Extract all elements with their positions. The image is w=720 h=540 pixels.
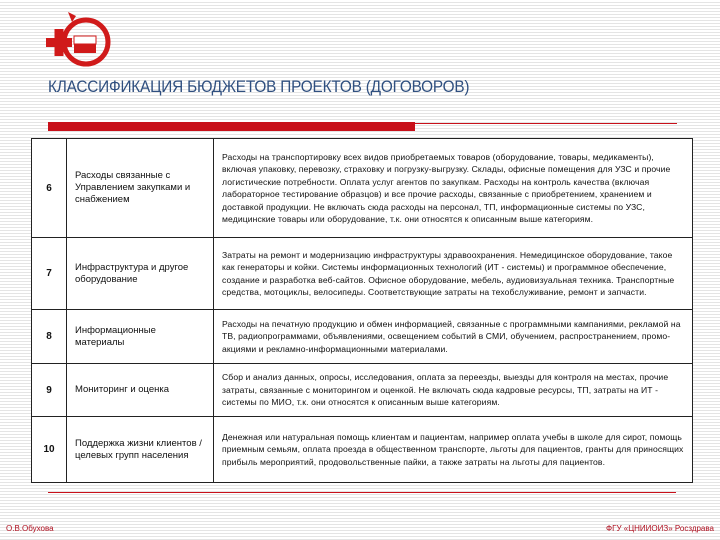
page-title: КЛАССИФИКАЦИЯ БЮДЖЕТОВ ПРОЕКТОВ (ДОГОВОРОВ) (48, 78, 470, 96)
row-category: Мониторинг и оценка (67, 364, 214, 417)
table-row (32, 364, 693, 417)
title-underline-line (415, 123, 677, 124)
row-number: 6 (32, 139, 67, 238)
row-description: Расходы на печатную продукцию и обмен информацией, связанные с программными кампаниями, рекламой на ТВ, радиопрограммами, объявлениями, освещением событий в СМИ, обучением, распространением, промо-акциями и рекламно-информационными материалами. (214, 310, 693, 364)
row-category: Поддержка жизни клиентов / целевых групп населения (67, 417, 214, 483)
table-row (32, 417, 693, 483)
title-underline-bar (48, 122, 415, 131)
row-number: 10 (32, 417, 67, 483)
footer-author: О.В.Обухова (6, 524, 54, 533)
organization-logo (46, 8, 114, 70)
footer-organization: ФГУ «ЦНИИОИЗ» Росздрава (606, 524, 714, 533)
table-row (32, 238, 693, 310)
row-number: 7 (32, 238, 67, 310)
row-category: Инфраструктура и другое оборудование (67, 238, 214, 310)
row-description: Сбор и анализ данных, опросы, исследования, оплата за переезды, выезды для контроля на местах, прочие затраты, связанные с мониторингом и оценкой. Не включать сюда кадровые ресурсы, ТП, затраты на ИТ - системы по МИО, т.к. они относятся к описанным выше категориям. (214, 364, 693, 417)
bottom-divider (48, 492, 676, 493)
budget-classification-table (31, 138, 693, 483)
row-number: 8 (32, 310, 67, 364)
row-category: Расходы связанные с Управлением закупками и снабжением (67, 139, 214, 238)
table-row (32, 139, 693, 238)
row-category: Информационные материалы (67, 310, 214, 364)
row-description: Затраты на ремонт и модернизацию инфраструктуры здравоохранения. Немедицинское оборудование, такое как генераторы и койки. Системы информационных технологий (ИТ - системы) и программное обеспечение, создание и разработка веб-сайтов. Офисное оборудование, мебель, аудиовизуальная техника. Транспортные средства, мотоциклы, велосипеды. Соответствующие затраты на техобслуживание, ремонт и запчасти. (214, 238, 693, 310)
row-description: Денежная или натуральная помощь клиентам и пациентам, например оплата учебы в школе для сирот, помощь приемным семьям, оплата проезда в общественном транспорте, льготы для пациентов, гранты для приносящих прибыль мероприятий, продовольственные пайки, а также затраты на льготы для пациентов. (214, 417, 693, 483)
table-row (32, 310, 693, 364)
row-number: 9 (32, 364, 67, 417)
row-description: Расходы на транспортировку всех видов приобретаемых товаров (оборудование, товары, медикаменты), включая упаковку, перевозку, страховку и погрузку-выгрузку. Склады, офисные помещения для УЗС и прочие логистические потребности. Оплата услуг агентов по закупкам. Расходы на контроль качества (включая лабораторное тестирование образцов) и все прочие расходы, связанные с приобретением, хранением и доставкой продукции. Не включать сюда расходы на персонал, ТП, информационные системы по УЗС, медицинские товары или оборудование, т.к. они относятся к описанным выше категориям. (214, 139, 693, 238)
